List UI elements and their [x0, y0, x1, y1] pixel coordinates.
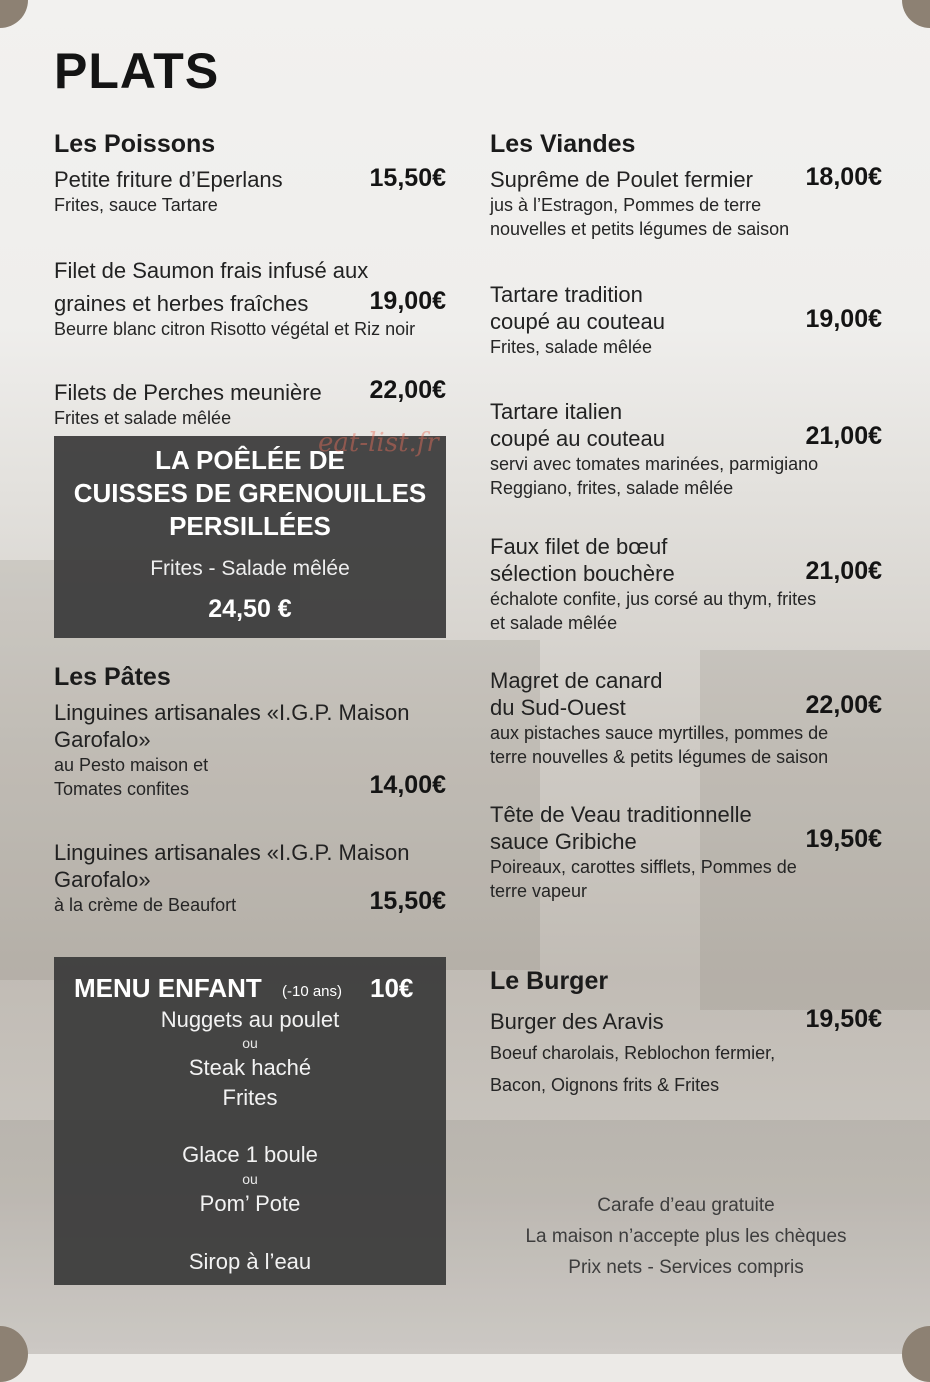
item-description: terre vapeur — [490, 881, 588, 901]
item-description: échalote confite, jus corsé au thym, frites — [490, 589, 817, 609]
corner-decoration — [0, 0, 28, 28]
menu-enfant-title: MENU ENFANT — [74, 973, 262, 1003]
item-name: Tartare italien — [490, 399, 623, 424]
page-title: PLATS — [54, 43, 220, 99]
section-heading-burger: Le Burger — [490, 967, 609, 995]
item-description: Bacon, Oignons frits & Frites — [490, 1075, 720, 1095]
menu-item-tete-de-veau — [490, 801, 882, 903]
item-description: Poireaux, carottes sifflets, Pommes de — [490, 857, 797, 877]
menu-item-eperlans — [54, 166, 446, 217]
item-name: graines et herbes fraîches — [54, 291, 309, 316]
menu-item-faux-filet — [490, 533, 882, 635]
item-price: 15,50€ — [369, 164, 446, 192]
item-name: coupé au couteau — [490, 309, 665, 334]
item-description: Frites, salade mêlée — [490, 337, 653, 357]
right-column — [490, 0, 882, 1354]
menu-item-magret — [490, 667, 882, 769]
menu-item-tartare-tradition — [490, 281, 882, 359]
item-description: jus à l’Estragon, Pommes de terre — [490, 195, 762, 215]
item-name: Faux filet de bœuf — [490, 534, 668, 559]
item-name: Filets de Perches meunière — [54, 380, 322, 405]
menu-enfant-option: Pom’ Pote — [199, 1191, 301, 1216]
item-description: nouvelles et petits légumes de saison — [490, 219, 790, 239]
item-price: 19,50€ — [805, 825, 882, 853]
item-name: Tête de Veau traditionnelle — [490, 802, 752, 827]
item-name: Tartare tradition — [490, 282, 643, 307]
footer-note: La maison n’accepte plus les chèques — [525, 1226, 847, 1247]
poelee-grenouilles-box — [54, 436, 446, 638]
menu-enfant-option: Glace 1 boule — [182, 1142, 318, 1167]
feature-title: LA POÊLÉE DE — [155, 445, 345, 475]
feature-title: CUISSES DE GRENOUILLES — [73, 478, 427, 508]
item-description: et salade mêlée — [490, 613, 618, 633]
watermark: eat-list.fr — [318, 428, 439, 458]
item-name: Burger des Aravis — [490, 1009, 664, 1034]
item-name: sélection bouchère — [490, 561, 675, 586]
item-name: du Sud-Ouest — [490, 695, 626, 720]
menu-enfant-box — [54, 957, 446, 1285]
item-name: Garofalo» — [54, 867, 151, 892]
item-name: Linguines artisanales «I.G.P. Maison — [54, 840, 410, 865]
item-name: Suprême de Poulet fermier — [490, 167, 753, 192]
footer-note: Prix nets - Services compris — [568, 1257, 804, 1278]
menu-item-burger — [490, 1005, 882, 1097]
item-description: Reggiano, frites, salade mêlée — [490, 478, 734, 498]
item-description: servi avec tomates marinées, parmigiano — [490, 454, 819, 474]
feature-description: Frites - Salade mêlée — [150, 557, 350, 580]
item-name: coupé au couteau — [490, 426, 665, 451]
menu-enfant-or: ou — [242, 1035, 258, 1051]
item-name: Filet de Saumon frais infusé aux — [54, 258, 369, 283]
menu-item-linguines-beaufort — [54, 839, 446, 917]
item-price: 19,00€ — [805, 305, 882, 333]
item-name: Petite friture d’Eperlans — [54, 167, 283, 192]
menu-item-saumon — [54, 257, 446, 341]
item-price: 15,50€ — [369, 887, 446, 915]
item-price: 18,00€ — [805, 163, 882, 191]
feature-price: 24,50 € — [208, 595, 292, 623]
menu-item-perches — [54, 376, 446, 430]
item-description: Beurre blanc citron Risotto végétal et Riz noir — [54, 319, 416, 339]
section-heading-viandes: Les Viandes — [490, 130, 636, 158]
item-description: à la crème de Beaufort — [54, 895, 237, 915]
item-description: aux pistaches sauce myrtilles, pommes de — [490, 723, 829, 743]
menu-enfant-option: Sirop à l’eau — [188, 1249, 312, 1274]
item-name: Magret de canard — [490, 668, 663, 693]
menu-enfant-option: Frites — [222, 1085, 278, 1110]
item-description: terre nouvelles & petits légumes de saison — [490, 747, 829, 767]
item-description: au Pesto maison et — [54, 755, 209, 775]
item-name: Linguines artisanales «I.G.P. Maison — [54, 700, 410, 725]
menu-enfant-option: Steak haché — [188, 1055, 312, 1080]
item-price: 21,00€ — [805, 557, 882, 585]
corner-decoration — [902, 0, 930, 28]
item-price: 19,00€ — [369, 287, 446, 315]
menu-item-tartare-italien — [490, 398, 882, 500]
menu-enfant-or: ou — [242, 1171, 258, 1187]
item-name: Garofalo» — [54, 727, 151, 752]
item-price: 21,00€ — [805, 422, 882, 450]
section-heading-pates: Les Pâtes — [54, 663, 171, 691]
item-name: sauce Gribiche — [490, 829, 637, 854]
menu-item-poulet — [490, 163, 882, 241]
item-description: Frites et salade mêlée — [54, 408, 232, 428]
menu-enfant-age: (-10 ans) — [282, 983, 343, 1000]
item-description: Frites, sauce Tartare — [54, 195, 218, 215]
item-description: Tomates confites — [54, 779, 190, 799]
menu-enfant-price: 10€ — [370, 973, 414, 1003]
footer-note: Carafe d’eau gratuite — [597, 1195, 775, 1216]
menu-enfant-option: Nuggets au poulet — [160, 1007, 340, 1032]
section-heading-poissons: Les Poissons — [54, 130, 216, 158]
item-description: Boeuf charolais, Reblochon fermier, — [490, 1043, 776, 1063]
menu-item-linguines-pesto — [54, 699, 446, 801]
item-price: 22,00€ — [369, 376, 446, 404]
item-price: 22,00€ — [805, 691, 882, 719]
item-price: 19,50€ — [805, 1005, 882, 1033]
item-price: 14,00€ — [369, 771, 446, 799]
feature-title: PERSILLÉES — [169, 511, 331, 541]
